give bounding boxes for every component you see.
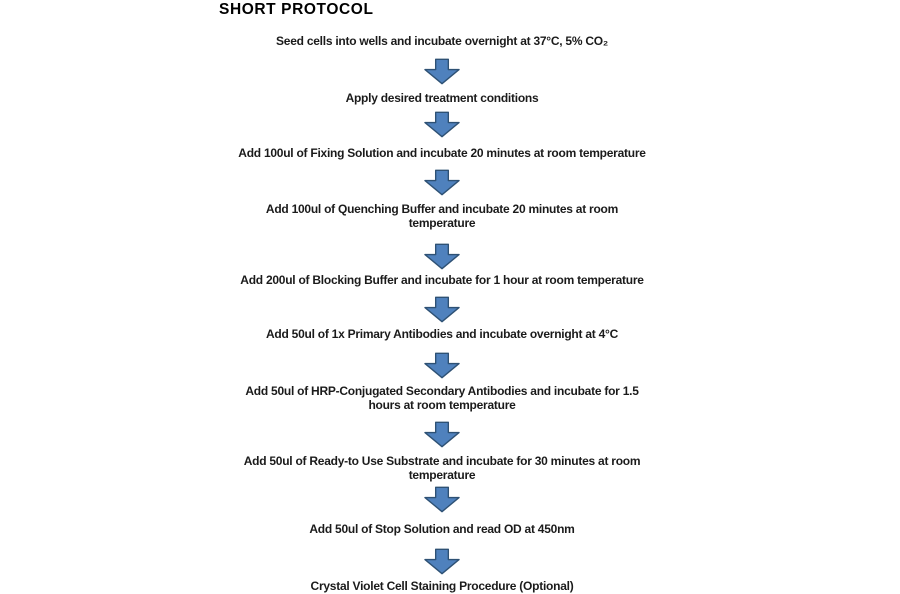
protocol-step <box>180 146 704 160</box>
page-title: SHORT PROTOCOL <box>219 1 374 18</box>
protocol-flow <box>180 0 704 594</box>
down-arrow-icon <box>424 352 461 379</box>
down-arrow-icon <box>424 296 461 323</box>
step-text-line: Add 200ul of Blocking Buffer and incubate for 1 hour at room temperature <box>240 273 644 287</box>
step-text-line: Add 50ul of HRP-Conjugated Secondary Antibodies and incubate for 1.5 <box>245 384 639 398</box>
down-arrow-icon <box>424 169 461 196</box>
protocol-step <box>180 327 704 341</box>
step-text-line: Apply desired treatment conditions <box>345 91 539 105</box>
down-arrow-icon <box>424 111 461 138</box>
step-text-line: Add 50ul of 1x Primary Antibodies and incubate overnight at 4°C <box>265 327 618 341</box>
step-text-line: Add 50ul of Stop Solution and read OD at 450nm <box>309 522 575 536</box>
protocol-step <box>180 34 704 48</box>
step-text-line: hours at room temperature <box>368 398 516 412</box>
protocol-step <box>180 384 704 412</box>
protocol-step <box>180 454 704 482</box>
step-text-line: Add 50ul of Ready-to Use Substrate and incubate for 30 minutes at room <box>243 454 641 468</box>
step-text-line: Add 100ul of Fixing Solution and incubate 20 minutes at room temperature <box>238 146 646 160</box>
down-arrow-icon <box>424 243 461 270</box>
protocol-step <box>180 202 704 230</box>
down-arrow-icon <box>424 486 461 513</box>
down-arrow-icon <box>424 58 461 85</box>
down-arrow-icon <box>424 548 461 575</box>
step-text-line: Add 100ul of Quenching Buffer and incubate 20 minutes at room <box>265 202 619 216</box>
protocol-step <box>180 91 704 105</box>
step-text-line: Crystal Violet Cell Staining Procedure (Optional) <box>310 579 574 593</box>
protocol-step <box>180 273 704 287</box>
step-text-line: temperature <box>408 468 476 482</box>
protocol-step <box>180 522 704 536</box>
protocol-step <box>180 579 704 593</box>
step-text-line: temperature <box>408 216 476 230</box>
step-text-line: Seed cells into wells and incubate overnight at 37°C, 5% CO₂ <box>276 34 608 48</box>
down-arrow-icon <box>424 421 461 448</box>
